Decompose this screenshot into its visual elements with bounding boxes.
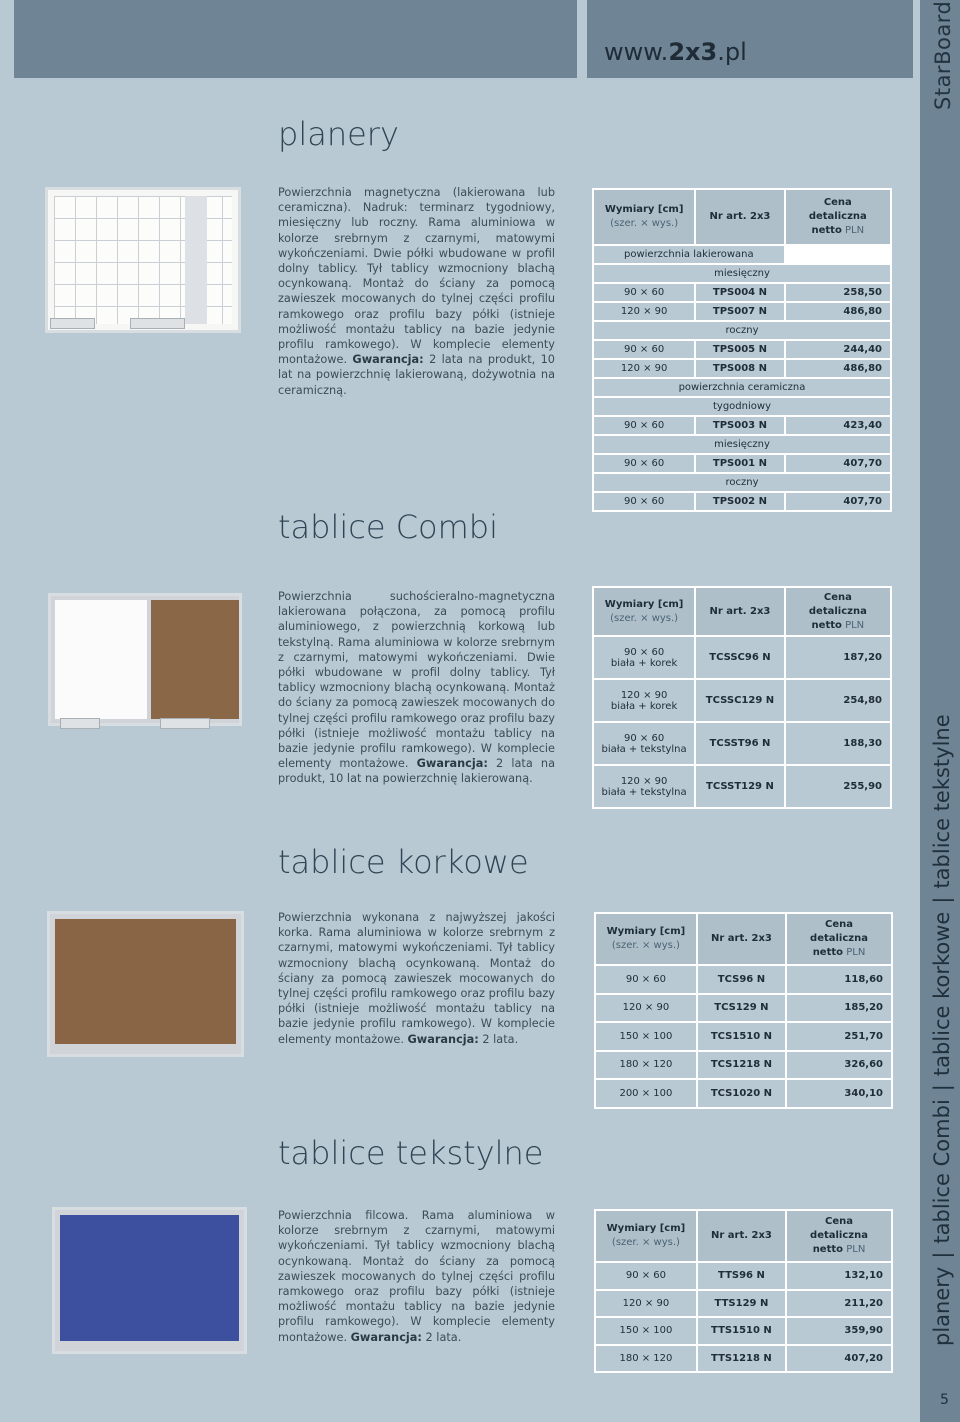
dimension-cell: 120 × 90 (595, 994, 697, 1023)
article-code-cell: TCS1020 N (697, 1079, 786, 1108)
side-category-korkowe: tablice korkowe (930, 911, 954, 1077)
section-title-combi: tablice Combi (278, 508, 498, 546)
article-code-cell: TCS96 N (697, 965, 786, 994)
warranty-label: Gwarancja: (416, 757, 488, 771)
price-cell: 326,60 (786, 1051, 892, 1080)
dimension-cell: 150 × 100 (595, 1022, 697, 1051)
dimension-cell: 90 × 60 biała + korek (593, 636, 695, 679)
table-group-row (593, 435, 891, 454)
table-group-row (593, 397, 891, 416)
dimension-cell: 120 × 90 biała + korek (593, 679, 695, 722)
dimension-cell: 180 × 120 (595, 1051, 697, 1080)
side-separator: | (930, 896, 954, 904)
col-header-price: Cena detaliczna netto PLN (785, 587, 891, 636)
col-header-price: Cena detaliczna netto PLN (786, 1210, 892, 1262)
price-cell: 486,80 (785, 359, 891, 378)
price-cell: 211,20 (786, 1290, 892, 1318)
section-title-planery: planery (278, 115, 399, 153)
warranty-label: Gwarancja: (407, 1032, 479, 1046)
tekstylne-description (278, 1208, 555, 1345)
dimension-cell: 120 × 90 (593, 302, 695, 321)
brand-label: StarBoard (931, 0, 955, 110)
combi-cork-surface (151, 600, 239, 719)
planery-price-table (592, 188, 892, 512)
table-row (595, 1317, 892, 1345)
price-cell: 255,90 (785, 765, 891, 808)
side-separator: | (930, 1084, 954, 1092)
group-label: roczny (593, 321, 891, 340)
side-category-combi: tablice Combi (930, 1099, 954, 1244)
article-code-cell: TCS1510 N (697, 1022, 786, 1051)
dimension-cell: 200 × 100 (595, 1079, 697, 1108)
cork-surface (55, 919, 236, 1044)
dimension-cell: 120 × 90 (593, 359, 695, 378)
article-code-cell: TTS129 N (697, 1290, 786, 1318)
col-header-code: Nr art. 2x3 (695, 189, 784, 245)
price-cell: 407,70 (785, 492, 891, 511)
col-header-dimensions: Wymiary [cm] (szer. × wys.) (593, 189, 695, 245)
table-row (593, 765, 891, 808)
description-text: Powierzchnia suchościeralno-magnetyczna lakierowana połączona, za pomocą profilu aluminiowego, z powierzchnią korkową lub tekstylną. Rama aluminiowa w kolorze srebrnym z czarnymi, matowymi wykończeniami. Dwie półki wbudowane w profil dolny tablicy. Tył tablicy wzmocniony blachą ocynkowaną. Montaż do ściany za pomocą zawieszek mocowanych do tylnej części profilu ramkowego oraz profilu bazy półki (istnieje możliwość montażu tablicy na bazie jedynie profilu ramkowego). W komplecie elementy montażowe. (278, 590, 555, 771)
shelf-tray (160, 718, 210, 729)
group-label: miesięczny (593, 435, 891, 454)
price-cell: 359,90 (786, 1317, 892, 1345)
price-cell: 258,50 (785, 283, 891, 302)
table-row (593, 302, 891, 321)
col-header-code: Nr art. 2x3 (697, 913, 786, 965)
price-cell: 407,70 (785, 454, 891, 473)
col-header-price: Cena detaliczna netto PLN (785, 189, 891, 245)
article-code-cell: TCSST96 N (695, 722, 785, 765)
side-separator: | (930, 1251, 954, 1259)
korkowe-description (278, 910, 555, 1047)
article-code-cell: TPS003 N (695, 416, 784, 435)
col-header-dimensions: Wymiary [cm] (szer. × wys.) (595, 1210, 697, 1262)
price-cell: 486,80 (785, 302, 891, 321)
table-row (595, 1079, 892, 1108)
table-row (593, 283, 891, 302)
article-code-cell: TPS004 N (695, 283, 784, 302)
table-row (593, 722, 891, 765)
cork-board-image (47, 911, 244, 1057)
dimension-cell: 90 × 60 (593, 492, 695, 511)
planery-description (278, 185, 555, 398)
table-row (593, 340, 891, 359)
textile-surface (60, 1215, 239, 1341)
table-row (595, 1051, 892, 1080)
table-group-row (593, 378, 891, 397)
col-header-dimensions: Wymiary [cm] (szer. × wys.) (595, 913, 697, 965)
price-cell: 187,20 (785, 636, 891, 679)
dimension-cell: 120 × 90 (595, 1290, 697, 1318)
warranty-text: 2 lata na produkt, 10 lat na powierzchnię lakierowaną. (278, 757, 555, 786)
dimension-cell: 90 × 60 (593, 416, 695, 435)
table-row (595, 1345, 892, 1373)
table-row (593, 454, 891, 473)
dimension-cell: 90 × 60 (593, 454, 695, 473)
price-cell: 185,20 (786, 994, 892, 1023)
table-group-row (593, 321, 891, 340)
combi-description (278, 589, 555, 787)
table-row (595, 1290, 892, 1318)
article-code-cell: TPS001 N (695, 454, 784, 473)
section-title-tekstylne: tablice tekstylne (278, 1134, 544, 1172)
description-text: Powierzchnia wykonana z najwyższej jakości korka. Rama aluminiowa w kolorze srebrnym z czarnymi, matowymi wykończeniami. Tył tablicy wzmocniony blachą ocynkowaną. Montaż do ściany za pomocą zawieszek mocowanych do tylnej części profilu ramkowego oraz profilu bazy półki (istnieje możliwość montażu tablicy na bazie jedynie profilu ramkowego). W komplecie elementy montażowe. (278, 911, 555, 1046)
dimension-cell: 90 × 60 (595, 965, 697, 994)
article-code-cell: TTS1218 N (697, 1345, 786, 1373)
planner-board-image (45, 187, 241, 333)
price-cell: 118,60 (786, 965, 892, 994)
article-code-cell: TCSST129 N (695, 765, 785, 808)
side-category-planery: planery (930, 1266, 954, 1346)
header-bar-left (14, 0, 577, 78)
dimension-cell: 90 × 60 (595, 1262, 697, 1290)
planner-highlight-column (185, 196, 207, 324)
side-category-tekstylne: tablice tekstylne (930, 714, 954, 889)
article-code-cell: TCS1218 N (697, 1051, 786, 1080)
table-row (595, 994, 892, 1023)
article-code-cell: TPS005 N (695, 340, 784, 359)
dimension-cell: 150 × 100 (595, 1317, 697, 1345)
table-group-row (593, 245, 891, 264)
website-link[interactable]: www.2x3.pl (604, 38, 747, 66)
price-cell: 423,40 (785, 416, 891, 435)
section-title-korkowe: tablice korkowe (278, 843, 529, 881)
dimension-cell: 90 × 60 (593, 283, 695, 302)
dimension-cell: 180 × 120 (595, 1345, 697, 1373)
price-cell: 340,10 (786, 1079, 892, 1108)
col-header-price: Cena detaliczna netto PLN (786, 913, 892, 965)
price-cell: 132,10 (786, 1262, 892, 1290)
table-header-row (595, 913, 892, 965)
col-header-code: Nr art. 2x3 (697, 1210, 786, 1262)
table-row (595, 1022, 892, 1051)
table-row (593, 679, 891, 722)
table-row (593, 359, 891, 378)
description-text: Powierzchnia magnetyczna (lakierowana lub ceramiczna). Nadruk: terminarz tygodniowy, miesięczny lub roczny. Rama aluminiowa w kolorze srebrnym z czarnymi, matowymi wykończeniami. Dwie półki wbudowane w profil dolny tablicy. Tył tablicy wzmocniony blachą ocynkowaną. Montaż do ściany za pomocą zawieszek mocowanych do tylnej części profilu ramkowego oraz profilu bazy półki (istnieje możliwość montażu tablicy na bazie jedynie profilu ramkowego). W komplecie elementy montażowe. (278, 186, 555, 367)
group-label: roczny (593, 473, 891, 492)
warranty-label: Gwarancja: (350, 1330, 422, 1344)
tekstylne-price-table (594, 1209, 893, 1373)
table-row (595, 965, 892, 994)
warranty-label: Gwarancja: (352, 353, 424, 367)
article-code-cell: TTS96 N (697, 1262, 786, 1290)
page-number: 5 (940, 1392, 949, 1408)
price-cell: 251,70 (786, 1022, 892, 1051)
article-code-cell: TCSSC129 N (695, 679, 785, 722)
table-header-row (595, 1210, 892, 1262)
korkowe-price-table (594, 912, 893, 1109)
group-label: powierzchnia lakierowana (593, 245, 785, 264)
combi-white-surface (55, 600, 147, 719)
price-cell: 188,30 (785, 722, 891, 765)
price-cell: 254,80 (785, 679, 891, 722)
description-text: Powierzchnia filcowa. Rama aluminiowa w kolorze srebrnym z czarnymi, matowymi wykończeniami. Tył tablicy wzmocniony blachą ocynkowaną. Montaż do ściany za pomocą zawieszek mocowanych do tylnej części profilu ramkowego oraz profilu bazy półki (istnieje możliwość montażu tablicy na bazie jedynie profilu ramkowego). W komplecie elementy montażowe. (278, 1209, 555, 1344)
price-cell: 244,40 (785, 340, 891, 359)
article-code-cell: TPS008 N (695, 359, 784, 378)
shelf-tray (50, 318, 95, 329)
dimension-cell: 90 × 60 (593, 340, 695, 359)
dimension-cell: 90 × 60 biała + tekstylna (593, 722, 695, 765)
table-row (593, 636, 891, 679)
article-code-cell: TTS1510 N (697, 1317, 786, 1345)
shelf-tray (60, 718, 100, 729)
col-header-code: Nr art. 2x3 (695, 587, 785, 636)
article-code-cell: TPS007 N (695, 302, 784, 321)
table-row (593, 492, 891, 511)
side-category-nav (930, 714, 954, 1346)
combi-board-image (48, 593, 242, 726)
group-label: miesięczny (593, 264, 891, 283)
table-header-row (593, 587, 891, 636)
group-label: powierzchnia ceramiczna (593, 378, 891, 397)
warranty-text: 2 lata. (421, 1330, 462, 1344)
article-code-cell: TCS129 N (697, 994, 786, 1023)
table-group-row (593, 264, 891, 283)
combi-price-table (592, 586, 892, 809)
warranty-text: 2 lata na produkt, 10 lat na powierzchnię lakierowaną, dożywotnia na ceramiczną. (278, 353, 555, 397)
price-cell: 407,20 (786, 1345, 892, 1373)
textile-board-image (52, 1207, 247, 1354)
warranty-text: 2 lata. (478, 1032, 519, 1046)
article-code-cell: TPS002 N (695, 492, 784, 511)
col-header-dimensions: Wymiary [cm] (szer. × wys.) (593, 587, 695, 636)
table-group-row (593, 473, 891, 492)
dimension-cell: 120 × 90 biała + tekstylna (593, 765, 695, 808)
group-label: tygodniowy (593, 397, 891, 416)
table-row (593, 416, 891, 435)
shelf-tray (130, 318, 185, 329)
table-row (595, 1262, 892, 1290)
article-code-cell: TCSSC96 N (695, 636, 785, 679)
